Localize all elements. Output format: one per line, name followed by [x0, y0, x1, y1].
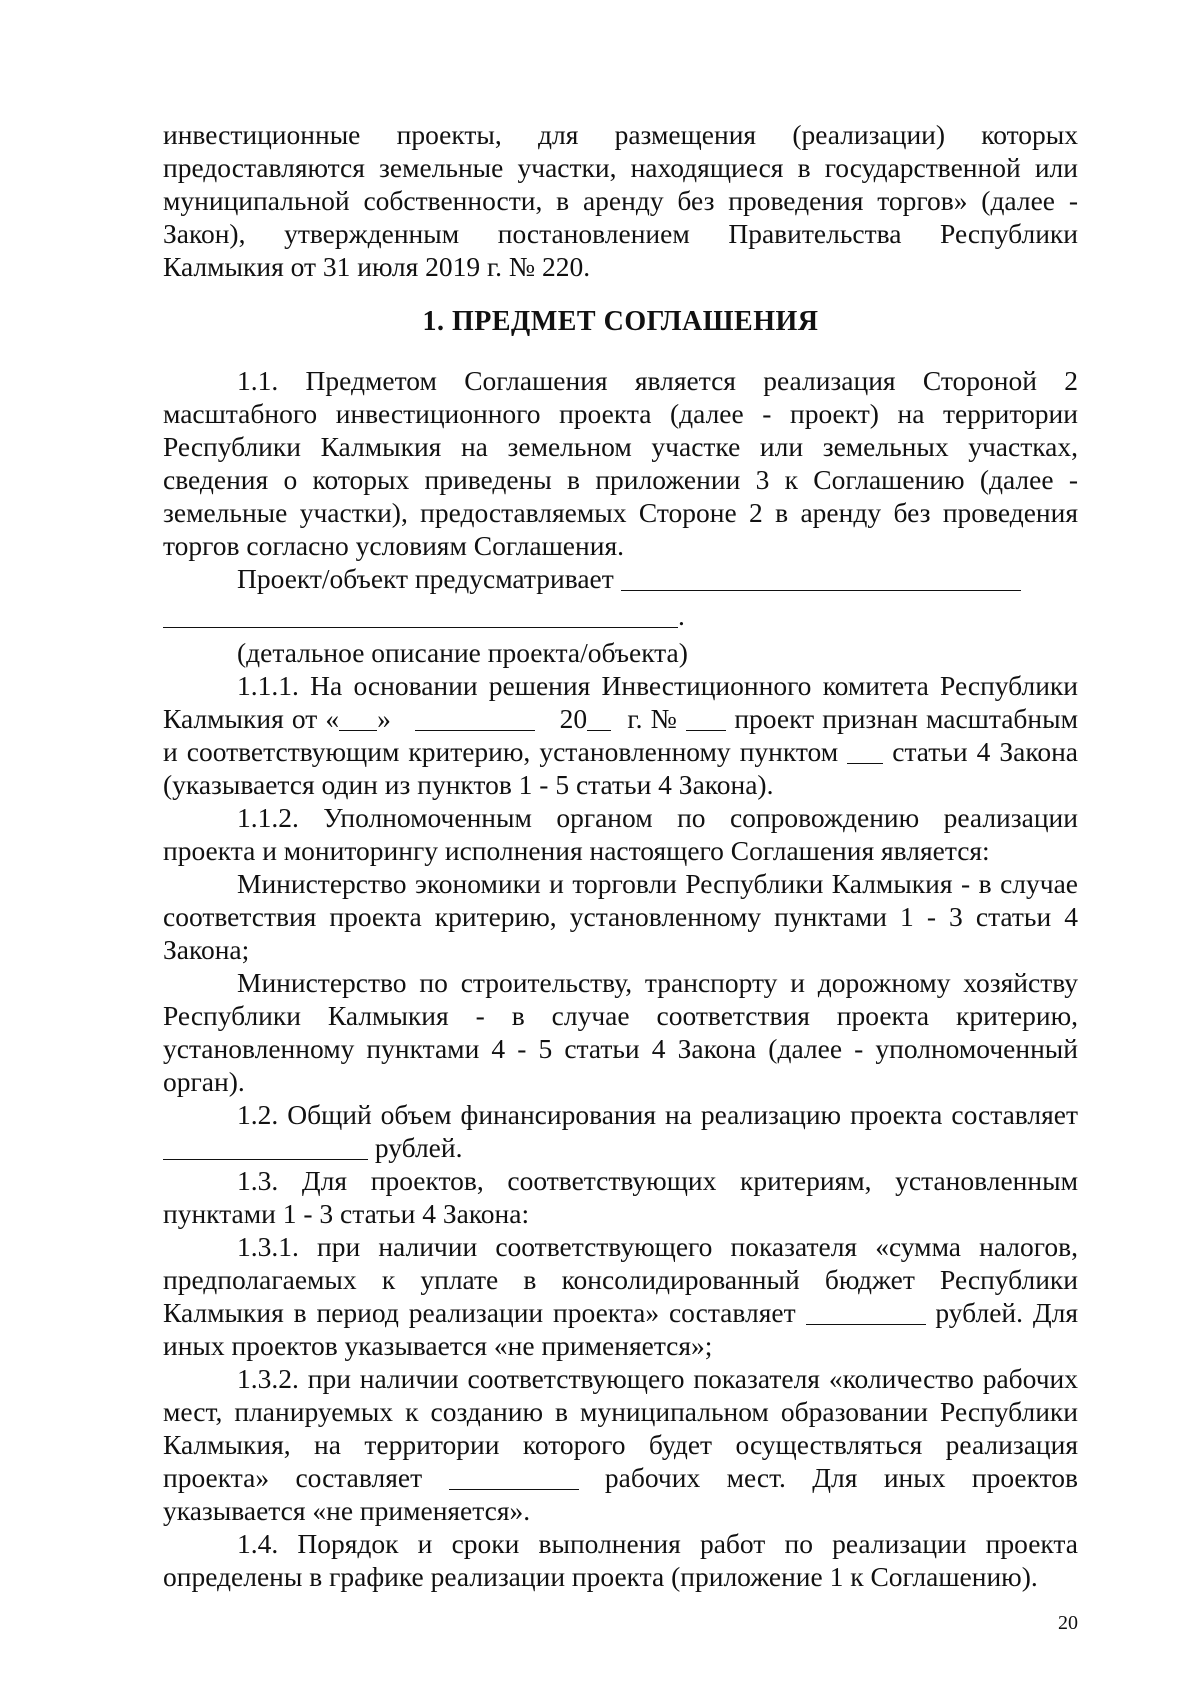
paragraph-1-3: 1.3. Для проектов, соответствующих критериям, установленным пунктами 1 - 3 статьи 4 Закона: [163, 1165, 1078, 1229]
paragraph-1-4: 1.4. Порядок и сроки выполнения работ по реализации проекта определены в графике реализации проекта (приложение 1 к Соглашению). [163, 1528, 1078, 1592]
intro-paragraph: инвестиционные проекты, для размещения (реализации) которых предоставляются земельные участки, находящиеся в государственной или муниципальной собственности, в аренду без проведения торгов» (далее - Закон), утвержденным постановлением Правительства Республики Калмыкия от 31 июля 2019 г. № 220. [163, 119, 1078, 282]
section-title: 1. ПРЕДМЕТ СОГЛАШЕНИЯ [422, 306, 819, 337]
financing-blank [163, 1132, 368, 1161]
ministry-economy: Министерство экономики и торговли Республики Калмыкия - в случае соответствия проекта критерию, установленному пунктами 1 - 3 статьи 4 Закона; [163, 868, 1078, 965]
project-blank-line: . [163, 599, 1078, 632]
ministry-construction: Министерство по строительству, транспорту и дорожному хозяйству Республики Калмыкия - в случае соответствия проекта критерию, установленному пунктами 4 - 5 статьи 4 Закона (далее - уполномоченный орган). [163, 967, 1078, 1097]
taxes-blank [806, 1297, 926, 1326]
paragraph-1-2: 1.2. Общий объем финансирования на реализацию проекта составляет рублей. [163, 1098, 1078, 1164]
year-blank [587, 703, 611, 732]
paragraph-1-3-2: 1.3.2. при наличии соответствующего показателя «количество рабочих мест, планируемых к созданию в муниципальном образовании Республики Калмыкия, на территории которого будет осуществляться реализация проекта» составляет рабочих мест. Для иных проектов указывается «не применяется». [163, 1363, 1079, 1526]
jobs-blank [449, 1462, 579, 1491]
month-blank [415, 703, 535, 732]
number-blank [686, 703, 726, 732]
project-label: Проект/объект предусматривает [237, 563, 614, 594]
paragraph-1-1-1: 1.1.1. На основании решения Инвестиционного комитета Республики Калмыкия от « » 20 г. № проект признан масштабным и соответствующим критерию, установленному пунктом статьи 4 Закона (указывается один из пунктов 1 - 5 статьи 4 Закона). [163, 670, 1079, 800]
project-blank-2 [163, 600, 678, 629]
project-blank [621, 563, 1021, 592]
project-desc-note: (детальное описание проекта/объекта) [237, 637, 688, 668]
page-number: 20 [1058, 1612, 1078, 1634]
day-blank [339, 703, 377, 732]
project-line [163, 562, 1078, 595]
paragraph-1-1-2: 1.1.2. Уполномоченным органом по сопровождению реализации проекта и мониторингу исполнения настоящего Соглашения является: [163, 802, 1078, 866]
point-blank [847, 736, 883, 765]
paragraph-1-3-1: 1.3.1. при наличии соответствующего показателя «сумма налогов, предполагаемых к уплате в консолидированный бюджет Республики Калмыкия в период реализации проекта» составляет рублей. Для иных проектов указывается «не применяется»; [163, 1231, 1079, 1361]
document-body [163, 118, 1078, 1593]
paragraph-1-1: 1.1. Предметом Соглашения является реализация Стороной 2 масштабного инвестиционного проекта (далее - проект) на территории Республики Калмыкия на земельном участке или земельных участках, сведения о которых приведены в приложении 3 к Соглашению (далее - земельные участки), предоставляемых Стороне 2 в аренду без проведения торгов согласно условиям Соглашения. [163, 365, 1078, 561]
